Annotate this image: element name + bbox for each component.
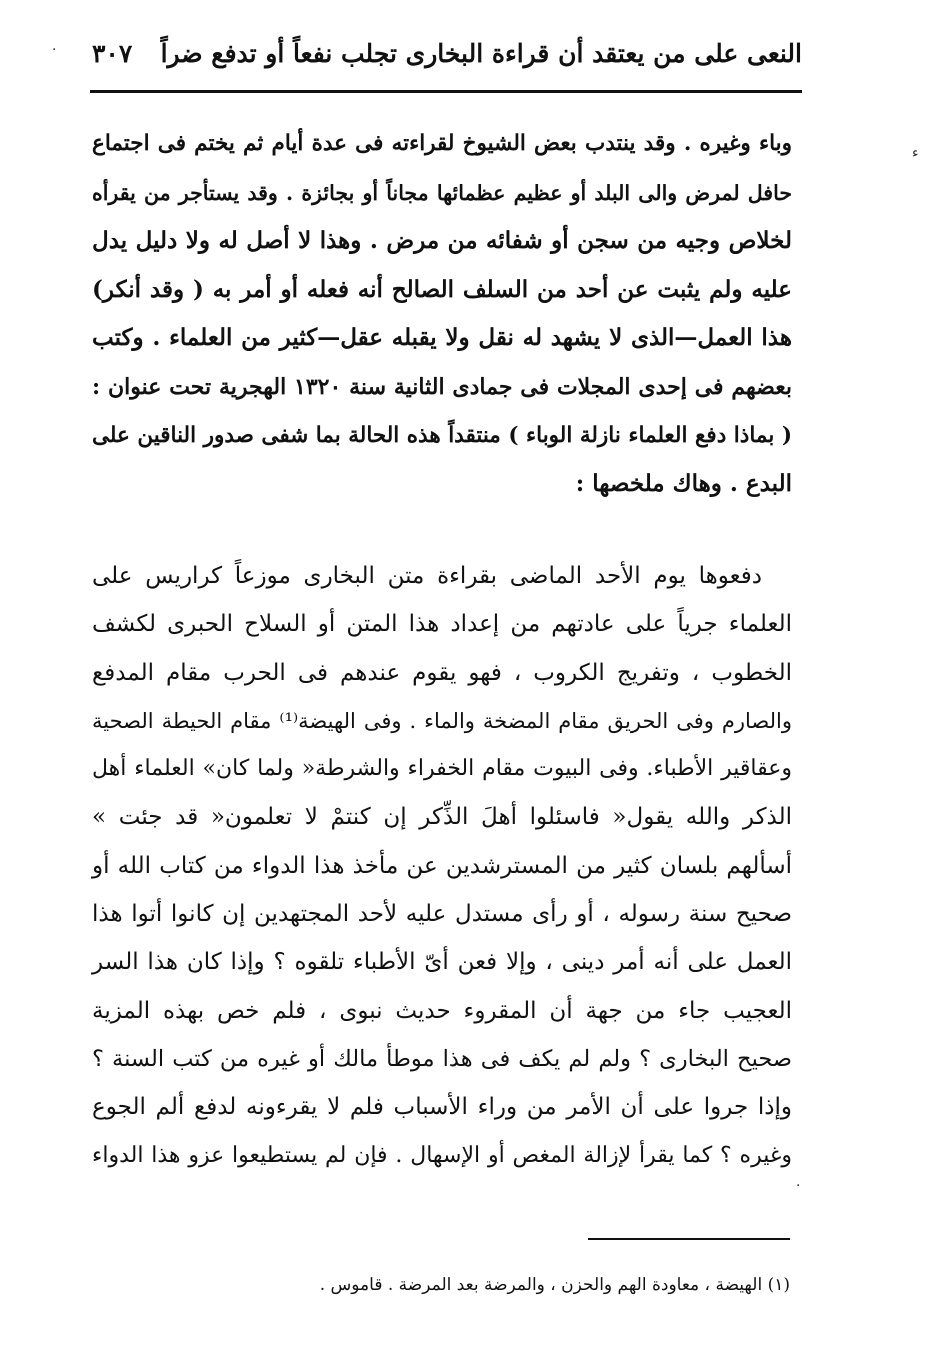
- text-line: هذا العمل—الذى لا يشهد له نقل ولا يقبله عقل—كثير من العلماء . وكتب: [92, 324, 792, 352]
- text-line: العجيب جاء من جهة أن المقروء حديث نبوى ، فلم خص بهذه المزية: [92, 997, 792, 1024]
- text-line: دفعوها يوم الأحد الماضى بقراءة متن البخارى موزعاً كراريس على: [92, 563, 762, 589]
- text-line: عليه ولم يثبت عن أحد من السلف الصالح أنه فعله أو أمر به ( وقد أنكر): [92, 275, 792, 303]
- text-line: ( بماذا دفع العلماء نازلة الوباء ) منتقداً هذه الحالة بما شفى صدور الناقين على: [92, 422, 792, 448]
- scan-speck: ء: [912, 145, 919, 161]
- header-rule: [90, 90, 802, 93]
- scan-speck: ·: [52, 42, 57, 58]
- text-line: الذكر والله يقول« فاسئلوا أهلَ الذِّكر إن كنتمْ لا تعلمون« قد جئت »: [92, 804, 792, 831]
- text-line: وغيره ؟ كما يقرأ لإزالة المغص أو الإسهال . فإن لم يستطيعوا عزو هذا الدواء: [92, 1142, 792, 1168]
- text-line: والصارم وفى الحريق مقام المضخة والماء . وفى الهيضة⁽¹⁾ مقام الحيطة الصحية: [92, 708, 792, 733]
- text-line: العمل على أنه أمر دينى ، وإلا فعن أىّ الأطباء تلقوه ؟ وإذا كان هذا السر: [92, 949, 792, 976]
- text-line: لخلاص وجيه من سجن أو شفائه من مرض . وهذا لا أصل له ولا دليل يدل: [92, 227, 792, 255]
- text-line: وعقاقير الأطباء. وفى البيوت مقام الخفراء والشرطة« ولما كان» العلماء أهل: [92, 756, 792, 782]
- text-line: صحيح سنة رسوله ، أو رأى مستدل عليه لأحد المجتهدين إن كانوا أتوا هذا: [92, 901, 792, 928]
- paragraph-1: [92, 120, 792, 509]
- text-line: حافل لمرض والى البلد أو عظيم عظمائها مجاناً أو بجائزة . وقد يستأجر من يقرأه: [92, 180, 792, 205]
- text-line: الخطوب ، وتفريج الكروب ، فهو يقوم عندهم فى الحرب مقام المدفع: [92, 659, 792, 686]
- text-line: وباء وغيره . وقد ينتدب بعض الشيوخ لقراءته فى عدة أيام ثم يختم فى اجتماع: [92, 131, 792, 156]
- text-line: البدع . وهاك ملخصها :: [575, 470, 792, 498]
- text-line: أسألهم بلسان كثير من المسترشدين عن مأخذ هذا الدواء من كتاب الله أو: [92, 852, 792, 879]
- text-line: وإذا جروا على أن الأمر من وراء الأسباب فلم لا يقرءونه لدفع ألم الجوع: [92, 1094, 793, 1121]
- page-number: ٣٠٧: [92, 38, 133, 68]
- footnote: (١) الهيضة ، معاودة الهم والحزن ، والمرضة بعد المرضة . قاموس .: [319, 1275, 790, 1295]
- text-line: العلماء جرياً على عادتهم من إعداد هذا المتن أو السلاح الحبرى لكشف: [92, 611, 792, 638]
- footnote-rule: [588, 1238, 790, 1240]
- running-header: [92, 22, 802, 84]
- scan-speck: ·: [796, 1178, 801, 1194]
- text-line: بعضهم فى إحدى المجلات فى جمادى الثانية سنة ١٣٢٠ الهجرية تحت عنوان :: [92, 373, 792, 400]
- paragraph-2-quoted-article: [92, 552, 792, 1180]
- running-title: النعى على من يعتقد أن قراءة البخارى تجلب نفعاً أو تدفع ضراً: [160, 38, 802, 68]
- text-line: صحيح البخارى ؟ ولم لم يكف فى هذا موطأ مالك أو غيره من كتب السنة ؟: [92, 1045, 792, 1072]
